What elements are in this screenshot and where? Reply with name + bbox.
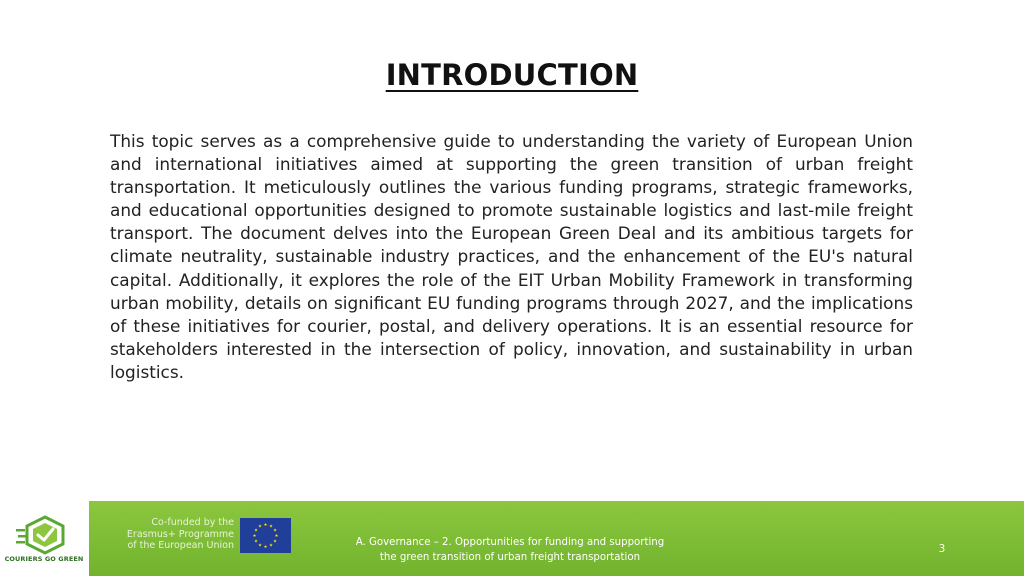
footer-caption xyxy=(340,535,680,565)
eu-star-icon: ★ xyxy=(257,543,263,549)
eu-star-icon: ★ xyxy=(263,523,268,529)
footer-caption-line-1: A. Governance – 2. Opportunities for funding and supporting xyxy=(355,537,665,548)
eu-star-icon: ★ xyxy=(274,534,279,540)
eu-star-icon: ★ xyxy=(273,539,278,545)
erasmus-line-3: of the European Union xyxy=(127,540,234,551)
eu-star-icon: ★ xyxy=(253,539,258,545)
slide-title: INTRODUCTION xyxy=(385,58,639,92)
erasmus-cofunded-text xyxy=(116,517,234,552)
eu-star-icon: ★ xyxy=(268,524,274,530)
eu-star-icon: ★ xyxy=(273,528,278,534)
couriers-go-green-label: COURIERS GO GREEN xyxy=(4,555,84,563)
eu-flag-icon xyxy=(240,518,291,553)
eu-star-icon: ★ xyxy=(253,528,258,534)
eu-star-icon: ★ xyxy=(257,524,263,530)
erasmus-line-2: Erasmus+ Programme xyxy=(126,528,234,540)
intro-paragraph: This topic serves as a comprehensive guide to understanding the variety of European Union and international initiatives aimed at supporting the green transition of urban freight transportation. It meticulously outlines the various funding programs, strategic frameworks, and educational opportunities designed to promote sustainable logistics and last-mile freight transport. The document delves into the European Green Deal and its ambitious targets for climate neutrality, sustainable industry practices, and the enhancement of the EU's natural capital. Additionally, it explores the role of the EIT Urban Mobility Framework in transforming urban mobility, details on significant EU funding programs through 2027, and the implications of these initiatives for courier, postal, and delivery operations. It is an essential resource for stakeholders interested in the intersection of policy, innovation, and sustainability in urban logistics. xyxy=(110,131,913,382)
erasmus-line-1: Co-funded by the xyxy=(151,517,234,528)
eu-star-icon: ★ xyxy=(268,543,274,549)
eu-star-icon: ★ xyxy=(263,545,268,551)
page-number: 3 xyxy=(938,543,946,555)
footer-caption-line-2: the green transition of urban freight transportation xyxy=(379,552,641,563)
eu-star-icon: ★ xyxy=(252,534,257,540)
couriers-go-green-logo-icon xyxy=(16,515,74,555)
